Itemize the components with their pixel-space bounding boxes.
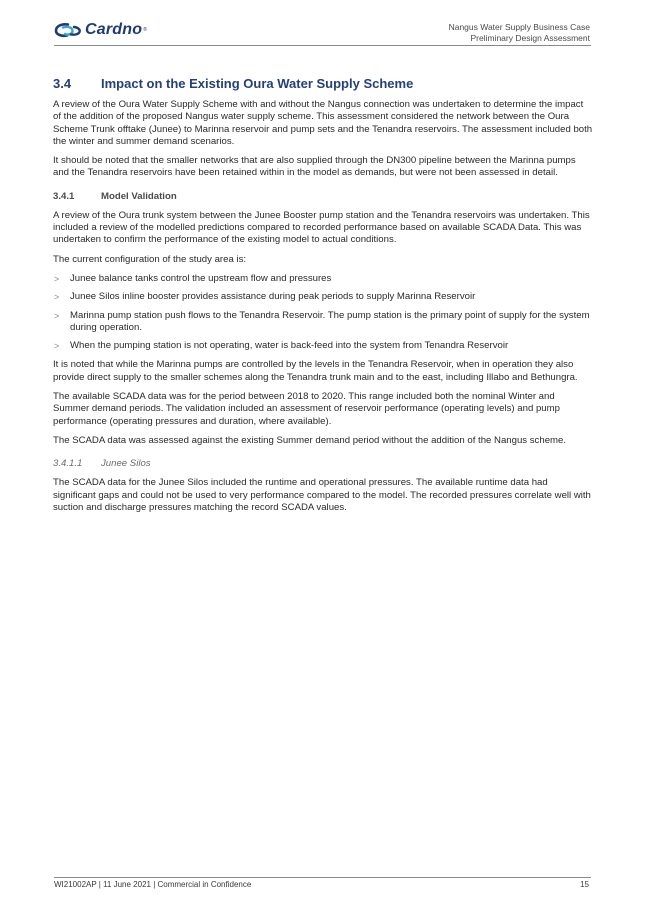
section-paragraph: A review of the Oura Water Supply Scheme with and without the Nangus connection was undertaken to determine the impact of the addition of the proposed Nangus water supply scheme. This assessment considered the network between the Oura Scheme Trunk offtake (Junee) to Marinna reservoir and pump sets and the Tenandra reservoirs. The assessment included both the winter and summer demand scenarios. — [53, 99, 593, 147]
section-number: 3.4 — [53, 76, 72, 91]
list-item — [53, 291, 593, 303]
footer-reference: WI21002AP | 11 June 2021 | Commercial in Confidence — [54, 880, 252, 889]
bullet-chevron-icon: > — [54, 310, 60, 321]
subsection-heading — [53, 191, 593, 203]
list-item-text: Junee balance tanks control the upstream flow and pressures — [70, 272, 332, 284]
subsection-title: Model Validation — [101, 190, 177, 202]
subsection-paragraph: A review of the Oura trunk system between the Junee Booster pump station and the Tenandra reservoirs was undertaken. This included a review of the modelled predictions compared to recorded performance based on available SCADA Data. This was undertaken to confirm the performance of the existing model to actual conditions. — [53, 209, 590, 246]
document-title-block — [449, 22, 590, 44]
cardno-logo-trademark: ® — [143, 27, 147, 33]
list-item — [53, 273, 593, 285]
page-number: 15 — [580, 880, 589, 889]
subsection-paragraph: The available SCADA data was for the period between 2018 to 2020. This range included both the nominal Winter and Summer demand periods. The validation included an assessment of reservoir performance (operating levels) and pump performance (operating pressures and duration, where available). — [53, 391, 560, 427]
section-heading — [53, 75, 593, 92]
list-item-text: Junee Silos inline booster provides assistance during peak periods to supply Marinna Reservoir — [70, 291, 476, 303]
list-item-text: When the pumping station is not operating, water is back-feed into the system from Tenandra Reservoir — [70, 340, 509, 352]
cardno-logo-text: Cardno — [85, 21, 143, 38]
header-divider — [54, 45, 591, 46]
list-item — [53, 310, 593, 335]
subsubsection-number: 3.4.1.1 — [53, 458, 83, 470]
subsection-paragraph: The SCADA data was assessed against the existing Summer demand period without the addition of the Nangus scheme. — [53, 434, 567, 446]
subsection-number: 3.4.1 — [53, 190, 75, 202]
document-title: Nangus Water Supply Business Case — [448, 22, 590, 32]
bullet-chevron-icon: > — [54, 341, 60, 352]
cardno-logo-mark-icon — [54, 22, 82, 38]
subsection-paragraph: It is noted that while the Marinna pumps are controlled by the levels in the Tenandra Reservoir, when in operation they also provide direct supply to the smaller schemes along the Tenandra trunk main and to the east, including Illabo and Bethungra. — [53, 359, 578, 383]
section-title: Impact on the Existing Oura Water Supply Scheme — [101, 76, 414, 91]
footer-divider — [54, 877, 591, 878]
page-header — [0, 0, 645, 46]
section-paragraph: It should be noted that the smaller networks that are also supplied through the DN300 pipeline between the Marinna pumps and the Tenandra reservoirs have been retained within in the model as demands, but were not been assessed in detail. — [53, 155, 576, 179]
page-body — [53, 75, 593, 521]
subsection-paragraph: The current configuration of the study area is: — [53, 253, 247, 265]
bullet-chevron-icon: > — [54, 292, 60, 303]
subsubsection-title: Junee Silos — [101, 458, 151, 470]
list-item — [53, 340, 593, 352]
cardno-logo — [54, 20, 147, 40]
document-subtitle: Preliminary Design Assessment — [470, 33, 590, 43]
bullet-chevron-icon: > — [54, 273, 60, 284]
configuration-list — [53, 273, 593, 352]
subsubsection-paragraph: The SCADA data for the Junee Silos included the runtime and operational pressures. The available runtime data had significant gaps and could not be used to very performance compared to the model. The recorded pressures correlate well with suction and discharge pressures matching the record SCADA values. — [53, 477, 591, 513]
subsubsection-heading — [53, 458, 593, 470]
list-item-text: Marinna pump station push flows to the Tenandra Reservoir. The pump station is the primary point of supply for the system during operation. — [70, 309, 590, 333]
